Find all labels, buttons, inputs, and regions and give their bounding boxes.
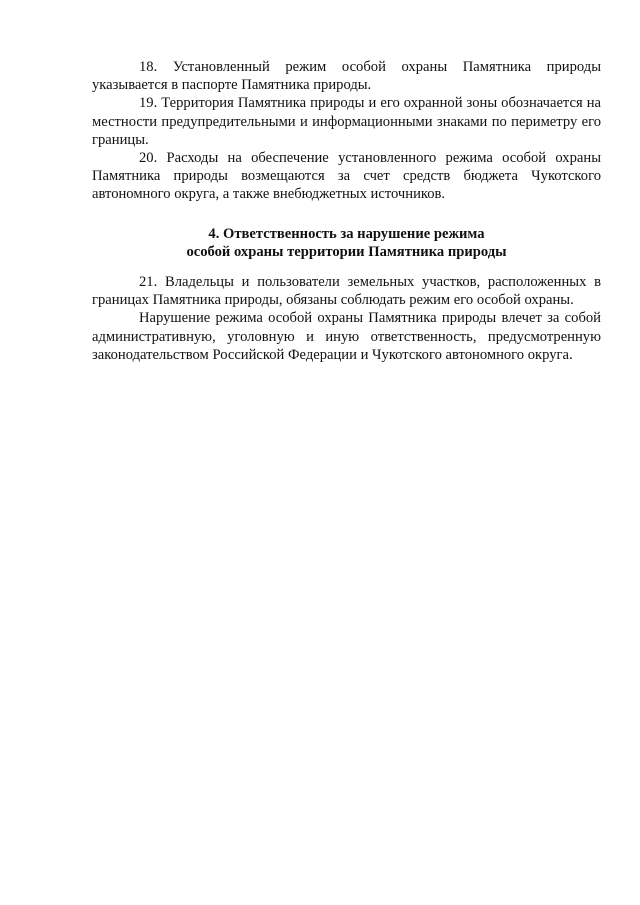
paragraph-20: 20. Расходы на обеспечение установленного режима особой охраны Памятника природы возмещаются за счет средств бюджета Чукотского автономного округа, а также внебюджетных источников. — [92, 150, 601, 203]
paragraph-19: 19. Территория Памятника природы и его охранной зоны обозначается на местности предупредительными и информационными знаками по периметру его границы. — [92, 95, 601, 148]
paragraph-liability: Нарушение режима особой охраны Памятника природы влечет за собой административную, уголовную и иную ответственность, предусмотренную законодательством Российской Федерации и Чукотского автономного округа. — [92, 310, 601, 363]
paragraph-21: 21. Владельцы и пользователи земельных участков, расположенных в границах Памятника природы, обязаны соблюдать режим его особой охраны. — [92, 274, 601, 309]
section-heading — [92, 225, 601, 261]
section-heading-line-1: 4. Ответственность за нарушение режима — [208, 225, 485, 242]
section-heading-line-2: особой охраны территории Памятника природы — [186, 243, 507, 260]
document-body — [92, 58, 601, 364]
paragraph-18: 18. Установленный режим особой охраны Памятника природы указывается в паспорте Памятника природы. — [92, 59, 601, 94]
